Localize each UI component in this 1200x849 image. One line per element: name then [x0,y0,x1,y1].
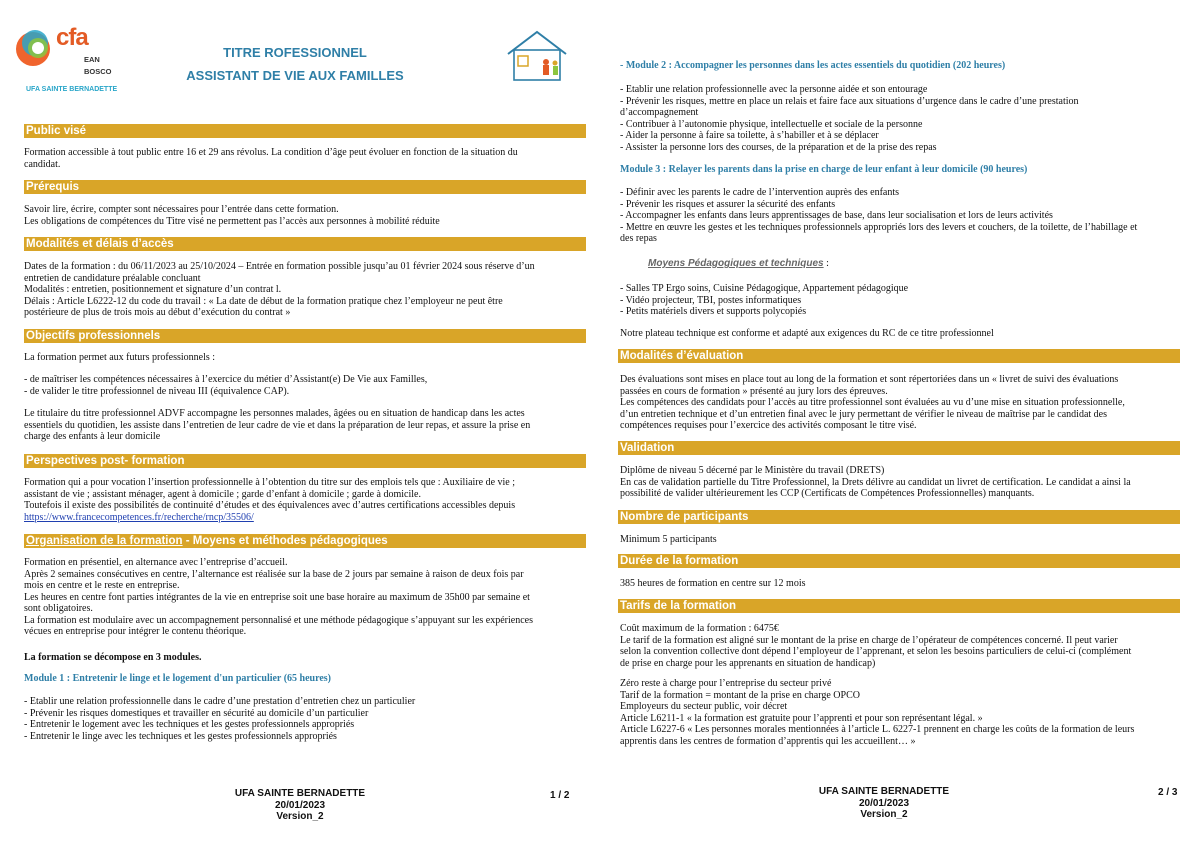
list-item: d’accompagnement [620,107,699,118]
validation-text [620,465,1180,500]
heading-participants: Nombre de participants [618,510,1180,524]
footer-2 [784,786,984,821]
heading-organisation-part2: - Moyens et méthodes pédagogiques [182,535,388,547]
perspectives-text [24,477,584,523]
modalites-text [24,261,584,319]
text-line: Le tarif de la formation est aligné sur le montant de la prise en charge de l’opérateur de compétences concerné. Il peut varier [620,634,1118,646]
page-number-1: 1 / 2 [550,790,570,801]
cfa-logo [16,24,126,76]
heading-prerequis: Prérequis [24,180,586,194]
text-line: Modalités : entretien, positionnement et signature d’un contrat l. [24,284,282,295]
doc-title-line2: ASSISTANT DE VIE AUX FAMILLES [186,68,404,83]
list-item: - Prévenir les risques et assurer la sécurité des enfants [620,198,836,210]
heading-evaluation: Modalités d’évaluation [618,349,1180,363]
moyens-heading [648,258,829,270]
page-1 [0,0,590,849]
objectifs-intro: La formation permet aux futurs professionnels : [24,352,216,363]
module1-title: Module 1 : Entretenir le linge et le logement d'un particulier (65 heures) [24,673,332,684]
prerequis-text [24,204,584,227]
text-line: Formation qui a pour vocation l’insertion professionnelle à l’obtention du titre sur des emplois tels que : Auxiliaire de vie ; [24,477,516,488]
text-line: Article L6211-1 « la formation est gratuite pour l’apprenti et pour son représentant légal. » [620,712,983,724]
list-item: - Prévenir les risques domestiques et travailler en sécurité au domicile d’un particulier [24,707,369,719]
text-line: Toutefois il existe des possibilités de continuité d’études et des équivalences avec d’autres certifications accessibles depuis [24,500,516,511]
heading-organisation-part1: Organisation de la formation [26,535,183,547]
text-line: Délais : Article L6222-12 du code du travail : « La date de début de la formation pratique chez l’employeur ne peut être [24,295,503,307]
text-line: charge des enfants à leur domicile [24,431,161,442]
list-item: - Petits matériels divers et supports polycopiés [620,306,807,317]
text-line: Les heures en centre font parties intégrantes de la vie en entreprise soit une base horaire au maximum de 35h00 par semaine et [24,591,530,603]
list-item: des repas [620,233,657,244]
evaluation-text [620,374,1180,432]
text-line: Dates de la formation : du 06/11/2023 au 25/10/2024 – Entrée en formation possible jusqu’au 01 février 2024 sous réserve d’un [24,261,535,272]
moyens-suffix: : [823,258,829,269]
text-line: Coût maximum de la formation : 6475€ [620,623,779,634]
moyens-list [620,283,1180,318]
text-line: selon la convention collective dont dépend l’employeur de l’apprenant, et selon les besoins particuliers de celui-ci (complément [620,646,1132,657]
heading-perspectives: Perspectives post- formation [24,454,586,468]
module3-title: Module 3 : Relayer les parents dans la prise en charge de leur enfant à leur domicile (90 heures) [620,164,1028,175]
text-line: entretien de candidature préalable concluant [24,272,201,284]
heading-organisation [24,534,586,548]
participants-text: Minimum 5 participants [620,534,717,545]
list-item: - de maîtriser les compétences nécessaires à l’exercice du métier d’Assistant(e) De Vie aux Familles, [24,374,428,385]
logo-subtitle: EAN BOSCO [84,55,112,76]
logo-circle-center [32,42,44,54]
text-line: Employeurs du secteur public, voir décret [620,701,788,712]
text-line: Tarif de la formation = montant de la prise en charge OPCO [620,689,860,701]
text-line: Zéro reste à charge pour l’entreprise du secteur privé [620,678,832,689]
heading-public-vise: Public visé [24,124,586,138]
logo-brand: cfa [56,24,88,51]
text-line: mois en centre et le reste en entreprise. [24,580,180,591]
module2-title: - Module 2 : Accompagner les personnes dans les actes essentiels du quotidien (202 heures) [620,60,1006,71]
text-line: de prise en charge pour les apprenants en situation de handicap) [620,657,876,669]
objectifs-bullets [24,374,584,397]
heading-validation: Validation [618,441,1180,455]
module3-list [620,187,1180,245]
list-item: - Entretenir le linge avec les techniques et les gestes professionnels appropriés [24,730,337,742]
list-item: - Accompagner les enfants dans leurs apprentissages de base, dans leur socialisation et lors de leurs activités [620,210,1053,221]
tarifs-text-2 [620,678,1180,747]
duree-text: 385 heures de formation en centre sur 12 mois [620,578,806,589]
footer-version: Version_2 [860,809,908,820]
footer-name: UFA SAINTE BERNADETTE [234,788,366,799]
list-item: - Salles TP Ergo soins, Cuisine Pédagogique, Appartement pédagogique [620,283,909,294]
text-line: vécues en entreprise pour intégrer le contenu théorique. [24,626,247,637]
text-line: La formation est modulaire avec un accompagnement personnalisé et une méthode pédagogique s’appuyant sur les expériences [24,614,533,626]
list-item: - Prévenir les risques, mettre en place un relais et faire face aux situations d’urgence dans le cadre d’une prestation [620,95,1079,107]
footer-name: UFA SAINTE BERNADETTE [818,786,950,797]
text-line: Formation en présentiel, en alternance avec l’entreprise d’accueil. [24,557,288,568]
heading-modalites-delais: Modalités et délais d’accès [24,237,586,251]
objectifs-paragraph [24,408,584,443]
doc-title-line1: TITRE ROFESSIONNEL [223,45,367,60]
text-line: assistant de vie ; assistant ménager, agent à domicile ; garde d’enfant à domicile ; garde à domicile. [24,488,421,500]
heading-duree: Durée de la formation [618,554,1180,568]
text-line: d’un entretien technique et d’un entretien final avec le jury permettant de vérifier le niveau de maîtrise par le candidat des [620,408,1108,420]
rncp-link[interactable]: https://www.francecompetences.fr/recherche/rncp/35506/ [24,511,254,523]
text-line: Les compétences des candidats pour l’accès au titre professionnel sont évaluées au vu d’une mise en situation professionnelle, [620,397,1125,408]
moyens-note: Notre plateau technique est conforme et adapté aux exigences du RC de ce titre professionnel [620,328,994,339]
text-line: En cas de validation partielle du Titre Professionnel, la Drets délivre au candidat un livret de certification. Le candidat a ainsi la [620,476,1131,488]
text-line: Diplôme de niveau 5 décerné par le Ministère du travail (DRETS) [620,465,885,476]
list-item: - Aider la personne à faire sa toilette, à s’habiller et à se déplacer [620,130,879,141]
module2-list [620,84,1180,153]
list-item: - Contribuer à l’autonomie physique, intellectuelle et sociale de la personne [620,118,923,130]
text-line: Après 2 semaines consécutives en centre, l’alternance est réalisée sur la base de 2 jours par semaine à raison de deux fois par [24,568,524,580]
list-item: - de valider le titre professionnel de niveau III (équivalence CAP). [24,385,290,397]
text-line: passées en cours de formation » présenté au jury lors des épreuves. [620,385,888,397]
footer-1 [200,788,400,823]
text-line: Article L6227-6 « Les personnes morales mentionnées à l’article L. 6227-1 prennent en charge les coûts de la formation de leurs [620,724,1135,735]
house-family-icon [506,30,568,82]
modules-count: La formation se décompose en 3 modules. [24,652,202,663]
organisation-text [24,557,584,638]
text-line: apprentis dans les centres de formation d’apprentis qui les accueillent… » [620,735,916,747]
heading-objectifs: Objectifs professionnels [24,329,586,343]
moyens-title: Moyens Pédagogiques et techniques [648,258,824,269]
list-item: - Entretenir le logement avec les techniques et les gestes professionnels appropriés [24,719,355,730]
list-item: - Mettre en œuvre les gestes et les techniques professionnels appropriés lors des levers et couchers, de la toilette, de l’habillage et [620,221,1138,233]
public-vise-text [24,147,584,170]
text-line: sont obligatoires. [24,603,93,614]
text-line: Les obligations de compétences du Titre visé ne permettent pas l’accès aux personnes à mobilité réduite [24,215,440,227]
text-line: Le titulaire du titre professionnel ADVF accompagne les personnes malades, âgées ou en situation de handicap dans les actes [24,408,525,419]
text-line: Savoir lire, écrire, compter sont nécessaires pour l’entrée dans cette formation. [24,204,339,215]
footer-version: Version_2 [276,811,324,822]
page-number-2: 2 / 3 [1158,787,1178,798]
text-line: postérieure de plus de trois mois au début d’exécution du contrat » [24,307,291,318]
ufa-label: UFA SAINTE BERNADETTE [26,86,118,93]
text-line: essentiels du quotidien, les assiste dans l’entretien de leur cadre de vie et dans la préparation de leur repas, et assure la prise en [24,419,531,431]
text-line: compétences requises pour l’exercice des activités composant le titre visé. [620,420,917,431]
list-item: - Vidéo projecteur, TBI, postes informatiques [620,294,802,306]
list-item: - Etablir une relation professionnelle avec la personne aidée et son entourage [620,84,928,95]
list-item: - Etablir une relation professionnelle dans le cadre d’une prestation d’entretien chez un particulier [24,696,416,707]
list-item: - Assister la personne lors des courses, de la préparation et de la prise des repas [620,141,937,153]
module1-list [24,696,584,742]
list-item: - Définir avec les parents le cadre de l’intervention auprès des enfants [620,187,900,198]
heading-tarifs: Tarifs de la formation [618,599,1180,613]
text-line: candidat. [24,158,61,170]
footer-date: 20/01/2023 [274,799,326,811]
text-line: Des évaluations sont mises en place tout au long de la formation et sont répertoriées dans un « livret de suivi des évaluations [620,374,1119,385]
footer-date: 20/01/2023 [858,797,910,809]
text-line: possibilité de valider ultérieurement les CCP (Certificats de Compétences Professionnelles) manquants. [620,488,1035,499]
tarifs-text [620,623,1180,669]
text-line: Formation accessible à tout public entre 16 et 29 ans révolus. La condition d’âge peut évoluer en fonction de la situation du [24,147,518,158]
